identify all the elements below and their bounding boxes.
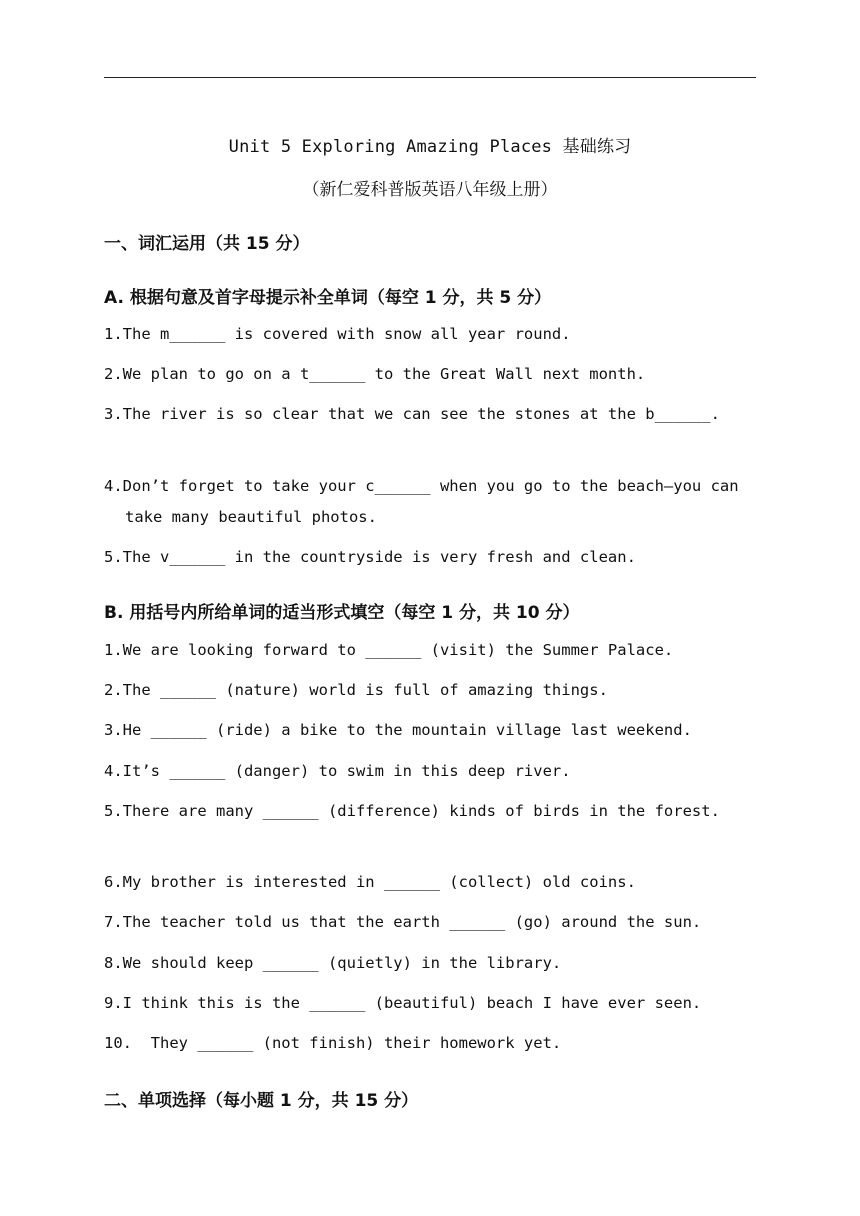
list-item: 10. They ______ (not finish) their homework yet.	[104, 1034, 562, 1052]
page-title: Unit 5 Exploring Amazing Places 基础练习	[228, 137, 632, 157]
list-item: 6.My brother is interested in ______ (collect) old coins.	[104, 873, 636, 891]
list-item: 9.I think this is the ______ (beautiful) beach I have ever seen.	[104, 994, 702, 1012]
list-item: 4.It’s ______ (danger) to swim in this deep river.	[104, 762, 571, 780]
list-item: 2.The ______ (nature) world is full of amazing things.	[104, 681, 608, 699]
list-item: 1.We are looking forward to ______ (visit) the Summer Palace.	[104, 641, 674, 659]
list-item: 2.We plan to go on a t______ to the Great Wall next month.	[104, 365, 646, 383]
list-item: 4.Don’t forget to take your c______ when you go to the beach—you can take many beautiful photos.	[104, 477, 748, 526]
part1-heading: 一、词汇运用（共 15 分）	[104, 234, 310, 254]
list-item: 1.The m______ is covered with snow all year round.	[104, 325, 571, 343]
header-rule	[104, 77, 756, 78]
list-item: 5.The v______ in the countryside is very fresh and clean.	[104, 548, 636, 566]
list-item: 8.We should keep ______ (quietly) in the library.	[104, 954, 562, 972]
list-item: 5.There are many ______ (difference) kinds of birds in the forest.	[104, 802, 720, 820]
section-a-heading: A. 根据句意及首字母提示补全单词（每空 1 分，共 5 分）	[104, 288, 552, 308]
list-item: 3.The river is so clear that we can see the stones at the b______.	[104, 405, 720, 423]
list-item: 7.The teacher told us that the earth ______ (go) around the sun.	[104, 913, 702, 931]
page-subtitle: （新仁爱科普版英语八年级上册）	[302, 180, 558, 200]
part2-heading: 二、单项选择（每小题 1 分，共 15 分）	[104, 1091, 419, 1111]
section-b-heading: B. 用括号内所给单词的适当形式填空（每空 1 分，共 10 分）	[104, 603, 580, 623]
list-item: 3.He ______ (ride) a bike to the mountain village last weekend.	[104, 721, 692, 739]
